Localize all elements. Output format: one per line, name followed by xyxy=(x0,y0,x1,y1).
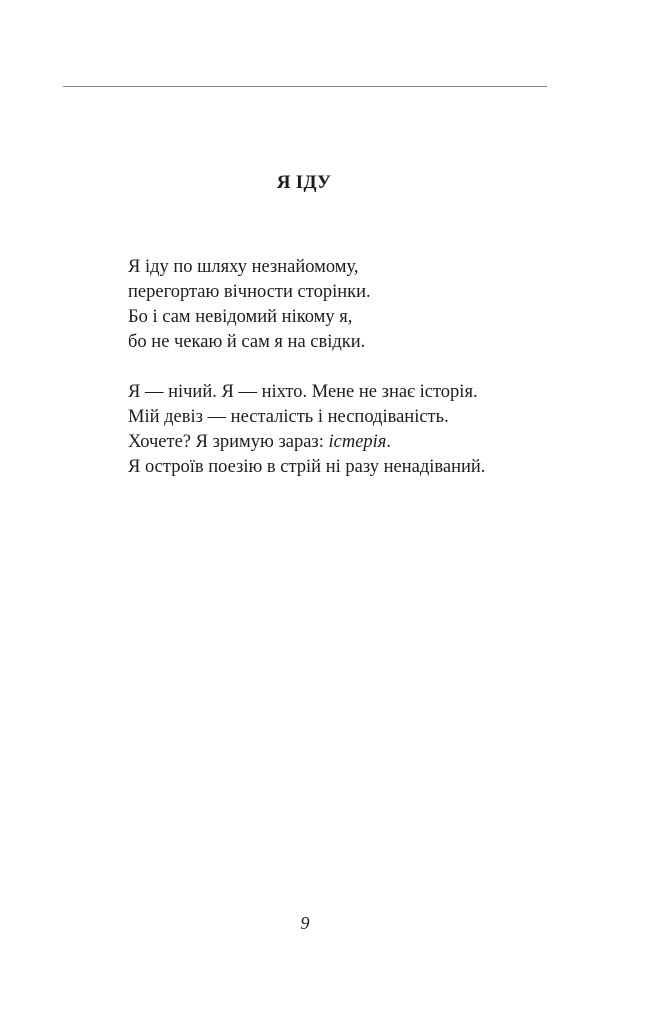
poem-line: Мій девіз — несталість і несподіваність. xyxy=(128,407,449,427)
header-rule xyxy=(63,86,547,87)
stanza-2 xyxy=(128,380,568,480)
page-number: 9 xyxy=(300,913,310,933)
stanza-1 xyxy=(128,255,568,355)
poem-body xyxy=(128,255,568,480)
poem-line-emphasis: істерія xyxy=(328,432,387,452)
poem-line-end: . xyxy=(386,432,392,452)
poem-line: Я остроїв поезію в стрій ні разу ненадіваний. xyxy=(128,457,486,477)
poem-line: Бо і сам невідомий нікому я, xyxy=(128,307,353,327)
poem-line: Я іду по шляху незнайомому, xyxy=(128,257,359,277)
poem-title: Я ІДУ xyxy=(276,172,332,193)
poem-line: Я — нічий. Я — ніхто. Мене не знає історія. xyxy=(128,382,478,402)
poem-line: бо не чекаю й сам я на свідки. xyxy=(128,332,366,352)
poem-line-start: Хочете? Я зримую зараз: xyxy=(128,432,329,452)
poem-line: перегортаю вічности сторінки. xyxy=(128,282,371,302)
poem-line xyxy=(128,430,568,455)
